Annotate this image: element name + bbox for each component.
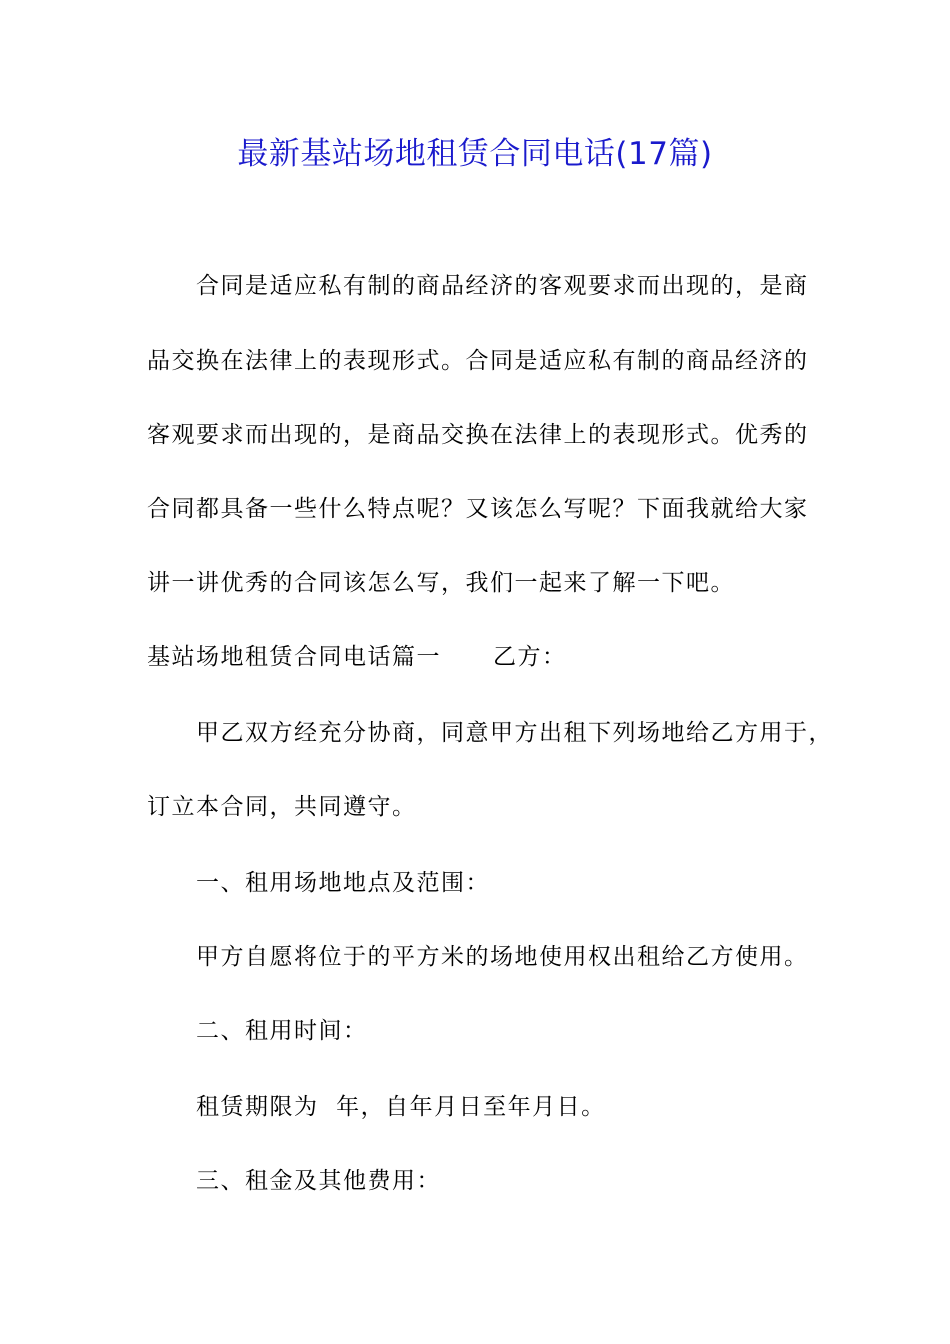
- agreement-line-1: 甲乙双方经充分协商，同意甲方出租下列场地给乙方用于，: [196, 720, 833, 746]
- intro-line-1: 合同是适应私有制的商品经济的客观要求而出现的，是商: [196, 273, 809, 299]
- intro-line-2: 品交换在法律上的表现形式。合同是适应私有制的商品经济的: [147, 348, 809, 374]
- intro-line-3: 客观要求而出现的，是商品交换在法律上的表现形式。优秀的: [147, 422, 809, 448]
- agreement-line-2: 订立本合同，共同遵守。: [147, 794, 417, 820]
- section-heading: 基站场地租赁合同电话篇一: [147, 644, 441, 670]
- clause-heading-3: 三、租金及其他费用：: [196, 1168, 441, 1194]
- document-title: 最新基站场地租赁合同电话(17篇): [237, 136, 713, 172]
- party-b-label: 乙方：: [493, 644, 567, 670]
- intro-line-4: 合同都具备一些什么特点呢？又该怎么写呢？下面我就给大家: [147, 496, 809, 522]
- clause-heading-1: 一、租用场地地点及范围：: [196, 870, 490, 896]
- clause-heading-2: 二、租用时间：: [196, 1018, 368, 1044]
- clause-text-1: 甲方自愿将位于的平方米的场地使用权出租给乙方使用。: [196, 944, 809, 970]
- clause-text-2: 租赁期限为 年，自年月日至年月日。: [196, 1094, 606, 1120]
- intro-line-5: 讲一讲优秀的合同该怎么写，我们一起来了解一下吧。: [147, 570, 735, 596]
- section-heading-row: [147, 642, 567, 672]
